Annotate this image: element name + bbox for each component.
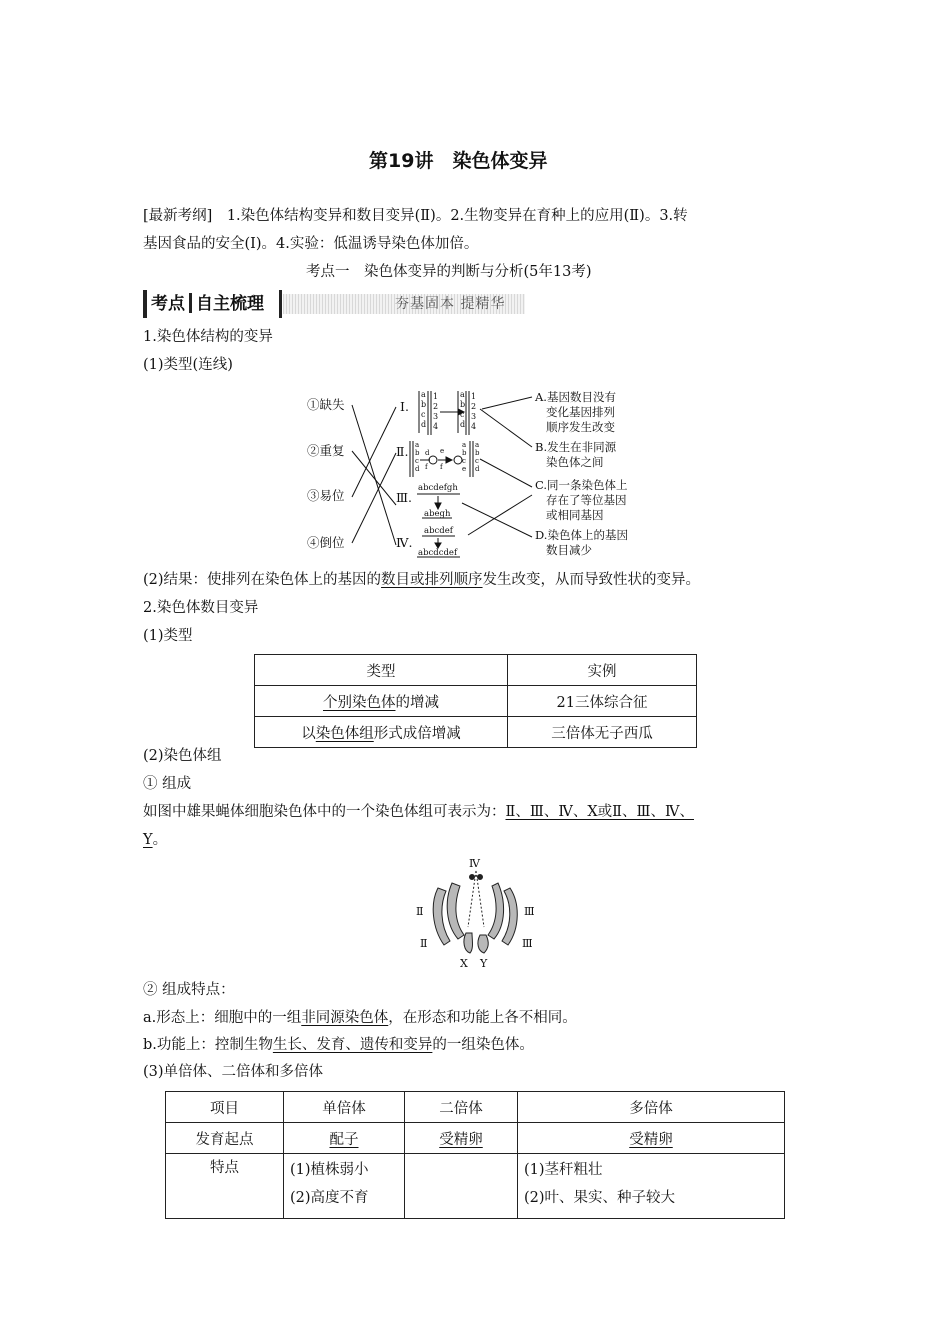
right-A2: 变化基因排列 <box>546 405 615 419</box>
chromosome-X <box>464 933 473 953</box>
table-row1-example: 21三体综合征 <box>508 686 697 717</box>
haploid-origin: 配子 <box>329 1131 359 1148</box>
chromosome-II-inner <box>447 883 464 939</box>
s1-result-answer: 数目或排列顺序 <box>381 572 483 588</box>
row2-answer: 染色体组 <box>315 725 374 742</box>
row1-rest: 的增减 <box>395 694 439 711</box>
fly-label-III-2: Ⅲ <box>522 937 533 950</box>
svg-text:2: 2 <box>471 402 477 411</box>
right-C2: 存在了等位基因 <box>546 493 627 507</box>
chromosome-III-inner <box>488 883 504 939</box>
svg-text:c: c <box>475 457 479 465</box>
structure-variation-diagram <box>300 385 650 560</box>
s2-ploidy-heading: (3)单倍体、二倍体和多倍体 <box>143 1064 324 1080</box>
ploidy-table <box>165 1091 785 1219</box>
ploidy-header-diploid: 二倍体 <box>405 1092 518 1123</box>
left-item-1: ①缺失 <box>307 397 345 412</box>
svg-text:a: a <box>462 441 467 449</box>
banner-divider <box>279 290 282 318</box>
s1-result <box>143 570 700 590</box>
banner-label <box>143 290 264 318</box>
s1-result-suffix: 发生改变，从而导致性状的变异。 <box>482 572 701 588</box>
right-C1: C.同一条染色体上 <box>535 478 628 492</box>
svg-text:4: 4 <box>433 422 439 431</box>
section-banner <box>143 290 525 318</box>
svg-text:b: b <box>460 400 466 409</box>
r4-top: abcdef <box>424 526 453 536</box>
mid-label-4: Ⅳ. <box>396 535 413 550</box>
svg-text:d: d <box>425 449 430 457</box>
haploid-feature-1: (1)植株弱小 <box>290 1162 369 1178</box>
mid-label-2: Ⅱ. <box>396 444 409 459</box>
svg-text:2: 2 <box>433 402 439 411</box>
s2-feature-heading: ② 组成特点： <box>143 982 235 998</box>
svg-text:d: d <box>415 465 420 473</box>
ploidy-header-item: 项目 <box>166 1092 284 1123</box>
chromosome-Y <box>478 935 488 953</box>
right-D2: 数目减少 <box>546 543 592 557</box>
feat-a-post: ，在形态和功能上各不相同。 <box>388 1010 577 1026</box>
svg-text:b: b <box>462 449 467 457</box>
ploidy-row2-polyploid <box>518 1154 785 1219</box>
compose-end: 。 <box>152 832 168 848</box>
s2-type-heading: (1)类型 <box>143 628 193 644</box>
banner-label-1: 考点 <box>151 294 185 314</box>
table-header-example: 实例 <box>508 655 697 686</box>
table-row1-type <box>255 686 508 717</box>
matching-lines <box>352 397 532 545</box>
svg-text:3: 3 <box>433 412 439 421</box>
ploidy-row2-diploid <box>405 1154 518 1219</box>
svg-text:c: c <box>421 410 426 419</box>
syllabus-line-1: [最新考纲] 1.染色体结构变异和数目变异(Ⅱ)。2.生物变异在育种上的应用(Ⅱ)。3.转 <box>143 208 688 224</box>
fly-label-Y: Y <box>480 957 488 970</box>
svg-text:b: b <box>475 449 480 457</box>
s2-feature-b <box>143 1035 534 1055</box>
polyploid-origin: 受精卵 <box>629 1131 673 1148</box>
table-row2-type <box>255 717 508 748</box>
right-C3: 或相同基因 <box>546 508 604 522</box>
fly-label-X: X <box>460 957 468 970</box>
feat-a-answer: 非同源染色体 <box>301 1010 389 1026</box>
svg-text:b: b <box>421 400 427 409</box>
svg-text:1: 1 <box>471 392 477 401</box>
fruit-fly-karyotype <box>410 853 550 971</box>
left-item-3: ③易位 <box>307 488 345 503</box>
chromosome-IV-right <box>478 875 483 880</box>
ploidy-row1-polyploid <box>518 1123 785 1154</box>
right-B1: B.发生在非同源 <box>535 440 617 454</box>
ploidy-header-polyploid: 多倍体 <box>518 1092 785 1123</box>
compose-answer-1: Ⅱ、Ⅲ、Ⅳ、X或Ⅱ、Ⅲ、Ⅳ、 <box>505 804 694 820</box>
s1-type-heading: (1)类型(连线) <box>143 357 233 373</box>
svg-text:d: d <box>460 420 466 429</box>
svg-text:a: a <box>415 441 420 449</box>
s2-compose-line-2 <box>143 830 167 850</box>
svg-text:e: e <box>440 447 445 455</box>
right-D1: D.染色体上的基因 <box>535 528 628 542</box>
syllabus-line-2: 基因食品的安全(Ⅰ)。4.实验：低温诱导染色体加倍。 <box>143 236 479 252</box>
banner-subtitle: 夯基固本 提精华 <box>395 296 506 312</box>
compose-text: 如图中雄果蝇体细胞染色体中的一个染色体组可表示为： <box>143 804 506 820</box>
diploid-origin: 受精卵 <box>439 1131 483 1148</box>
polyploid-feature-2: (2)叶、果实、种子较大 <box>524 1190 676 1206</box>
svg-text:d: d <box>421 420 427 429</box>
svg-text:c: c <box>415 457 419 465</box>
chromosome-IV-left <box>470 875 475 880</box>
s2-heading: 2.染色体数目变异 <box>143 600 259 616</box>
mid-label-3: Ⅲ. <box>396 490 413 505</box>
right-A1: A.基因数目没有 <box>535 390 616 404</box>
ploidy-row1-haploid <box>284 1123 405 1154</box>
svg-text:4: 4 <box>471 422 477 431</box>
svg-text:a: a <box>475 441 480 449</box>
feat-b-answer: 生长、发育、遗传和变异 <box>272 1037 433 1053</box>
s2-compose-heading: ① 组成 <box>143 776 192 792</box>
s2-feature-a <box>143 1008 577 1028</box>
fly-label-II-2: Ⅱ <box>420 937 428 950</box>
svg-text:b: b <box>415 449 420 457</box>
s1-heading: 1.染色体结构的变异 <box>143 329 273 345</box>
svg-text:e: e <box>462 465 467 473</box>
ploidy-row2-haploid <box>284 1154 405 1219</box>
polyploid-feature-1: (1)茎秆粗壮 <box>524 1162 603 1178</box>
ploidy-header-haploid: 单倍体 <box>284 1092 405 1123</box>
table-row2-example: 三倍体无子西瓜 <box>508 717 697 748</box>
right-A3: 顺序发生改变 <box>546 420 615 434</box>
ploidy-row2-label: 特点 <box>166 1154 284 1219</box>
svg-text:3: 3 <box>471 412 477 421</box>
s2-compose-line <box>143 802 694 822</box>
ploidy-row1-label: 发育起点 <box>166 1123 284 1154</box>
feat-b-post: 的一组染色体。 <box>432 1037 534 1053</box>
left-item-4: ④倒位 <box>307 535 345 550</box>
row2-pre: 以 <box>301 725 316 742</box>
svg-text:a: a <box>460 390 465 399</box>
row1-answer: 个别染色体 <box>323 694 396 711</box>
svg-text:d: d <box>475 465 480 473</box>
banner-label-2: 自主梳理 <box>196 294 264 314</box>
s2-group-heading: (2)染色体组 <box>143 748 222 764</box>
fly-label-IV: Ⅳ <box>469 857 480 870</box>
chromosome-III-outer <box>502 888 517 945</box>
svg-text:c: c <box>462 457 466 465</box>
svg-text:c: c <box>460 410 465 419</box>
feat-a-pre: a.形态上：细胞中的一组 <box>143 1010 302 1026</box>
compose-answer-2: Y <box>143 832 153 848</box>
table-header-type: 类型 <box>255 655 508 686</box>
svg-text:1: 1 <box>433 392 439 401</box>
r4-bottom: abcdcdef <box>418 548 458 558</box>
svg-text:a: a <box>421 390 426 399</box>
svg-text:f: f <box>425 463 428 471</box>
row2-rest: 形式成倍增减 <box>373 725 461 742</box>
r3-top: abcdefgh <box>418 483 458 493</box>
fly-label-II-1: Ⅱ <box>416 905 424 918</box>
kaodian-title: 考点一 染色体变异的判断与分析(5年13考) <box>306 264 592 280</box>
svg-text:f: f <box>440 463 443 471</box>
r3-bottom: abegh <box>424 509 451 519</box>
haploid-feature-2: (2)高度不育 <box>290 1190 369 1206</box>
right-B2: 染色体之间 <box>546 455 604 469</box>
number-variation-table <box>254 654 697 748</box>
ploidy-row1-diploid <box>405 1123 518 1154</box>
page-title: 第19讲 染色体变异 <box>369 150 548 172</box>
feat-b-pre: b.功能上：控制生物 <box>143 1037 273 1053</box>
s1-result-prefix: (2)结果：使排列在染色体上的基因的 <box>143 572 382 588</box>
left-item-2: ②重复 <box>307 443 345 458</box>
fly-label-III-1: Ⅲ <box>524 905 535 918</box>
mid-label-1: Ⅰ. <box>400 399 409 414</box>
